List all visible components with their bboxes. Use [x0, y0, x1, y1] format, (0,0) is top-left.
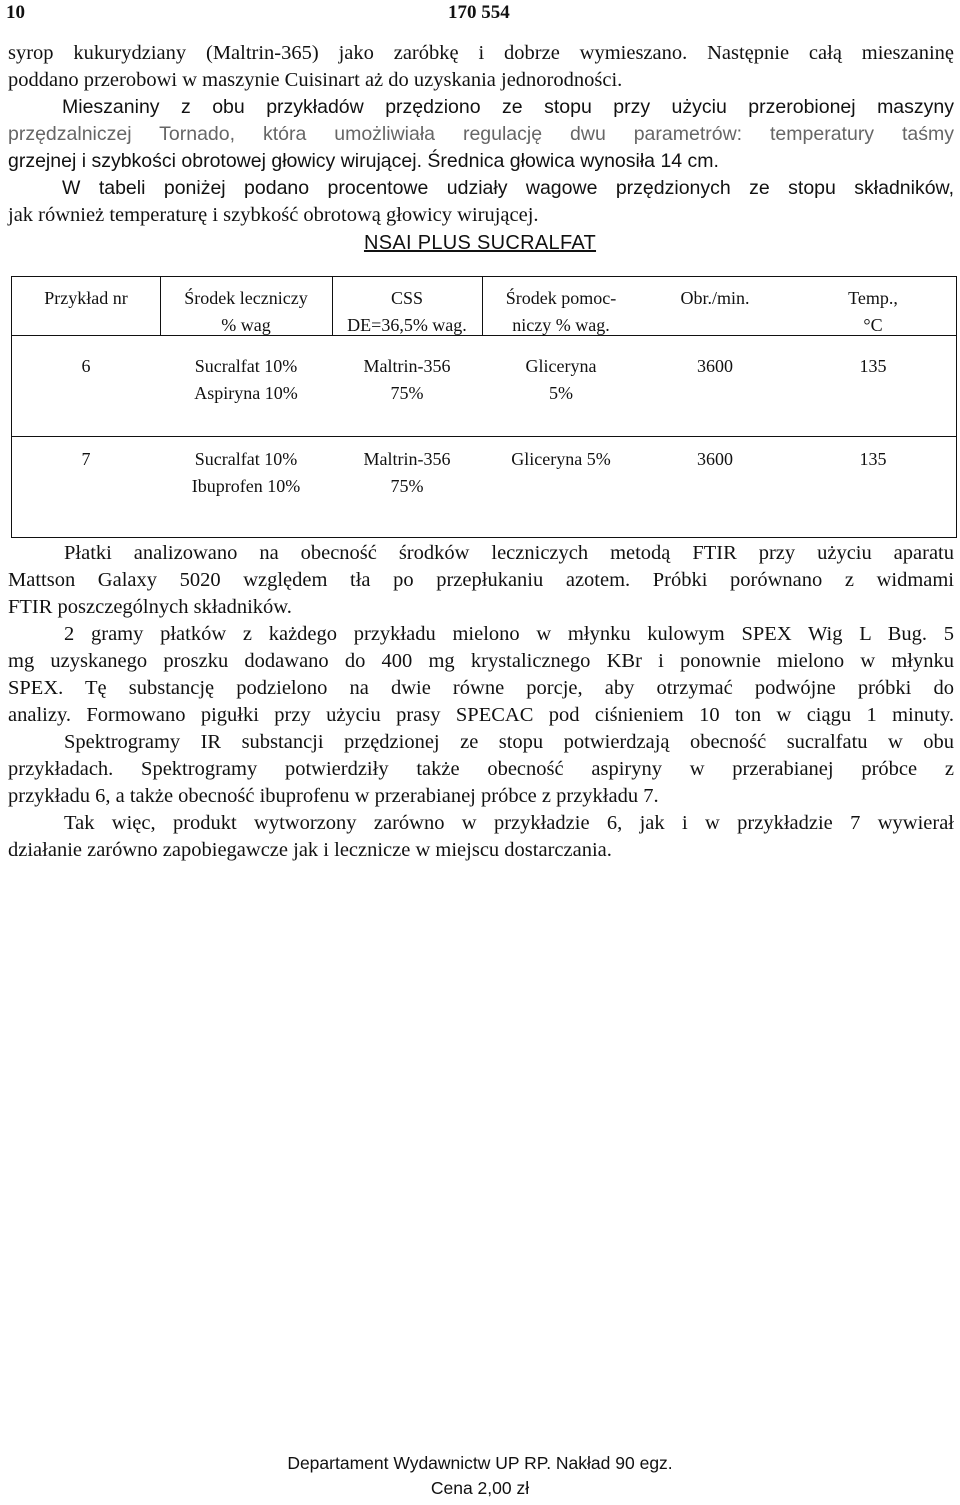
text-line: W tabeli poniżej podano procentowe udziały wagowe przędzionych ze stopu składników,: [62, 177, 954, 199]
text-line: Spektrogramy IR substancji przędzionej ze stopu potwierdzają obecność sucralfatu w obu: [64, 731, 954, 753]
footer-publisher: Departament Wydawnictw UP RP. Nakład 90 egz.: [287, 1453, 673, 1473]
table-header-cell: Temp., °C: [848, 288, 898, 335]
footer-price: Cena 2,00 zł: [430, 1478, 530, 1498]
text-line: przykładu 6, a także obecność ibuprofenu w przerabianej próbce z przykładu 7.: [8, 785, 659, 807]
table-header-cell: CSS DE=36,5% wag.: [347, 288, 467, 335]
text-line: SPEX. Tę substancję podzielono na dwie równe porcje, aby otrzymać podwójne próbki do: [8, 677, 954, 699]
table-cell: Sucralfat 10% Aspiryna 10%: [194, 356, 298, 403]
text-line: grzejnej i szybkości obrotowej głowicy wirującej. Średnica głowica wynosiła 14 cm.: [8, 150, 719, 172]
page-number: 10: [6, 2, 25, 23]
text-line: FTIR poszczególnych składników.: [8, 596, 292, 618]
table-cell: Maltrin-356 75%: [363, 356, 451, 403]
text-line: Mattson Galaxy 5020 względem tła po przepłukaniu azotem. Próbki porównano z widmami: [8, 569, 954, 591]
text-line: analizy. Formowano pigułki przy użyciu prasy SPECAC pod ciśnieniem 10 ton w ciągu 1 minuty.: [8, 704, 954, 726]
table-cell: Maltrin-356 75%: [363, 449, 451, 496]
table-header-cell: Obr./min.: [680, 288, 750, 308]
table-cell: 3600: [697, 449, 733, 469]
table-header-cell: Przykład nr: [44, 288, 128, 308]
table-cell: Sucralfat 10% Ibuprofen 10%: [191, 449, 301, 496]
table-divider: [12, 436, 956, 437]
table-cell: 135: [859, 356, 887, 376]
table-cell: 7: [81, 449, 91, 469]
text-line: przykładach. Spektrogramy potwierdziły także obecność aspiryny w przerabianej próbce z: [8, 758, 954, 780]
table-cell: Gliceryna 5%: [511, 449, 611, 469]
document-number: 170 554: [448, 2, 510, 23]
text-line: mg uzyskanego proszku dodawano do 400 mg krystalicznego KBr i ponownie mielono w młynku: [8, 650, 954, 672]
table-header-cell: Środek leczniczy % wag: [184, 288, 308, 335]
table-cell: 3600: [697, 356, 733, 376]
table-title: NSAI PLUS SUCRALFAT: [363, 232, 597, 254]
text-line: jak również temperaturę i szybkość obrotową głowicy wirującej.: [8, 204, 539, 226]
text-line: poddano przerobowi w maszynie Cuisinart aż do uzyskania jednorodności.: [8, 69, 623, 91]
table-cell: Gliceryna 5%: [525, 356, 597, 403]
table-header-cell: Środek pomoc- niczy % wag.: [505, 288, 617, 335]
body-paragraph: [8, 540, 954, 864]
text-line: Płatki analizowano na obecność środków leczniczych metodą FTIR przy użyciu aparatu: [64, 542, 954, 564]
data-table: [11, 276, 957, 538]
text-line: działanie zarówno zapobiegawcze jak i lecznicze w miejscu dostarczania.: [8, 839, 612, 861]
table-cell: 135: [859, 449, 887, 469]
text-line: 2 gramy płatków z każdego przykładu mielono w młynku kulowym SPEX Wig L Bug. 5: [64, 623, 954, 645]
text-line: Mieszaniny z obu przykładów przędziono ze stopu przy użyciu przerobionej maszyny: [62, 96, 954, 118]
text-line: przędzalniczej Tornado, która umożliwiała regulację dwu parametrów: temperatury taśmy: [8, 123, 954, 145]
intro-paragraph: [8, 40, 954, 229]
text-line: syrop kukurydziany (Maltrin-365) jako zaróbkę i dobrze wymieszano. Następnie całą mieszaninę: [8, 42, 954, 64]
table-cell: 6: [81, 356, 91, 376]
text-line: Tak więc, produkt wytworzony zarówno w przykładzie 6, jak i w przykładzie 7 wywierał: [64, 812, 954, 834]
